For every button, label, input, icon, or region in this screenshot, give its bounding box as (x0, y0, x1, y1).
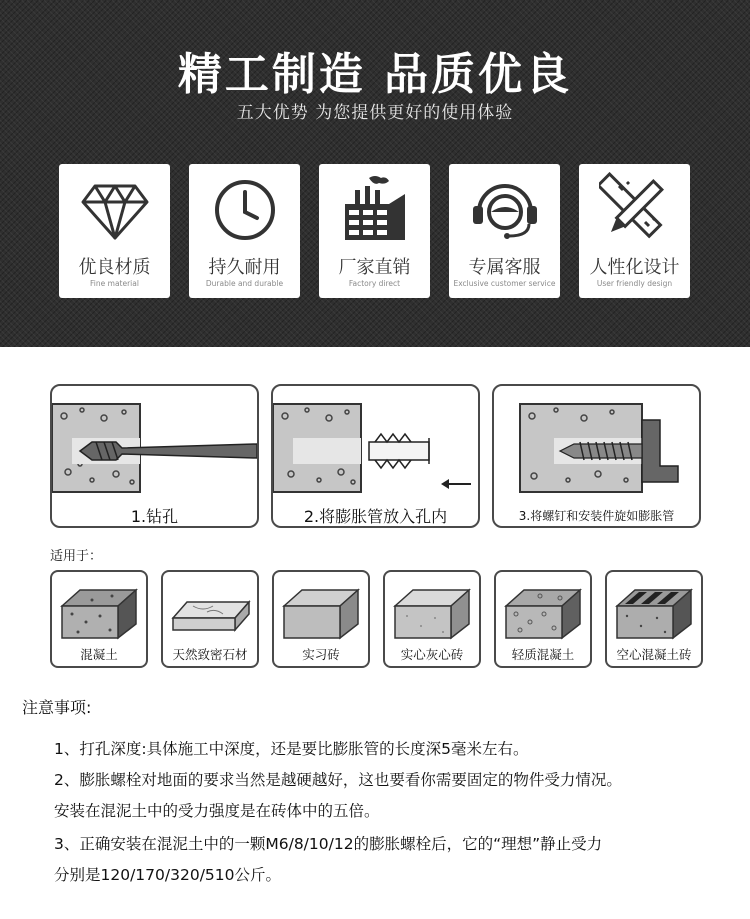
material-label: 混凝土 (80, 647, 118, 662)
note-line: 安装在混泥土中的受力强度是在砖体中的五倍。 (54, 802, 380, 820)
headset-icon (469, 172, 541, 244)
clock-icon (209, 172, 281, 244)
material-concrete (50, 570, 148, 668)
solid-brick-illustration (274, 572, 368, 640)
gray-brick-illustration (385, 572, 479, 640)
material-solid-brick (272, 570, 370, 668)
factory-icon (339, 172, 411, 244)
feature-en-label: User friendly design (596, 279, 673, 288)
feature-en-label: Durable and durable (205, 279, 284, 288)
material-lightweight-concrete (494, 570, 592, 668)
material-solid-gray-brick (383, 570, 481, 668)
ruler-pencil-icon (599, 172, 671, 244)
material-label: 天然致密石材 (172, 647, 248, 662)
note-line: 1、打孔深度:具体施工中深度，还是要比膨胀管的长度深5毫米左右。 (54, 740, 529, 758)
feature-card-design (579, 164, 690, 298)
feature-en-label: Factory direct (348, 279, 401, 288)
note-line: 2、膨胀螺栓对地面的要求当然是越硬越好，这也要看你需要固定的物件受力情况。 (54, 771, 622, 789)
feature-en-label: Fine material (90, 279, 139, 288)
material-label: 实习砖 (302, 647, 340, 662)
lightweight-concrete-illustration (496, 572, 590, 640)
step-label: 1.钻孔 (130, 507, 179, 526)
insert-anchor-illustration (273, 386, 478, 498)
step-insert-anchor (271, 384, 480, 528)
feature-card-factory (319, 164, 430, 298)
feature-card-material (59, 164, 170, 298)
feature-label: 人性化设计 (589, 257, 680, 278)
applies-label: 适用于： (50, 549, 103, 564)
feature-card-service (449, 164, 560, 298)
note-line: 分别是120/170/320/510公斤。 (54, 866, 282, 884)
stone-slab-illustration (163, 572, 257, 640)
feature-label: 持久耐用 (208, 257, 281, 278)
feature-label: 优良材质 (78, 257, 151, 278)
feature-en-label: Exclusive customer service (453, 279, 556, 288)
material-label: 轻质混凝土 (511, 647, 575, 662)
hollow-brick-illustration (607, 572, 701, 640)
feature-label: 厂家直销 (338, 257, 411, 278)
feature-label: 专属客服 (468, 257, 541, 278)
step-label: 3.将螺钉和安装件旋如膨胀管 (518, 509, 675, 523)
notes-title: 注意事项: (22, 698, 92, 717)
banner-subtitle: 五大优势 为您提供更好的使用体验 (236, 103, 514, 123)
step-drill (50, 384, 259, 528)
concrete-block-illustration (52, 572, 146, 640)
material-natural-stone (161, 570, 259, 668)
banner-title: 精工制造 品质优良 (177, 49, 573, 100)
material-label: 实心灰心砖 (400, 647, 464, 662)
drill-illustration (52, 386, 257, 498)
diamond-icon (79, 172, 151, 244)
header-banner (0, 0, 750, 347)
step-label: 2.将膨胀管放入孔内 (303, 507, 448, 526)
step-screw-in (492, 384, 701, 528)
material-label: 空心混凝土砖 (616, 647, 692, 662)
screw-in-illustration (494, 386, 699, 498)
feature-card-durable (189, 164, 300, 298)
material-hollow-concrete-brick (605, 570, 703, 668)
note-line: 3、正确安装在混泥土中的一颗M6/8/10/12的膨胀螺栓后，它的“理想”静止受力 (54, 835, 603, 853)
